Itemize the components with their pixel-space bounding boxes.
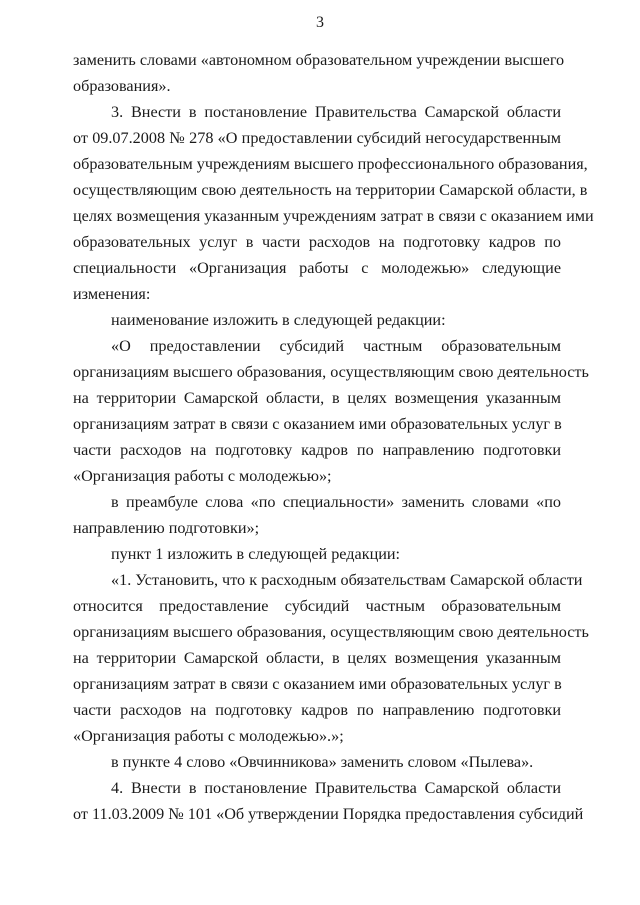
text-line: изменения: [73, 285, 151, 303]
text-line: целях возмещения указанным учреждениям затрат в связи с оказанием ими [73, 207, 594, 225]
text-line: от 11.03.2009 № 101 «Об утверждении Порядка предоставления субсидий [73, 805, 584, 823]
text-line: части расходов на подготовку кадров по направлению подготовки [73, 701, 561, 719]
text-line: в пункте 4 слово «Овчинникова» заменить словом «Пылева». [111, 753, 534, 771]
text-line: «1. Установить, что к расходным обязательствам Самарской области [111, 571, 583, 589]
text-line: на территории Самарской области, в целях возмещения указанным [73, 649, 561, 667]
text-line: 3. Внести в постановление Правительства Самарской области [111, 103, 561, 121]
text-line: организациям затрат в связи с оказанием ими образовательных услуг в [73, 675, 562, 693]
text-line: на территории Самарской области, в целях возмещения указанным [73, 389, 561, 407]
text-line: «О предоставлении субсидий частным образовательным [111, 337, 561, 355]
text-line: организациям высшего образования, осуществляющим свою деятельность [73, 623, 589, 641]
text-line: организациям затрат в связи с оказанием ими образовательных услуг в [73, 415, 562, 433]
text-line: направлению подготовки»; [73, 519, 260, 537]
text-line: 4. Внести в постановление Правительства Самарской области [111, 779, 561, 797]
text-line: специальности «Организация работы с молодежью» следующие [73, 259, 561, 277]
text-line: организациям высшего образования, осуществляющим свою деятельность [73, 363, 589, 381]
page-number: 3 [316, 14, 324, 31]
document-body [73, 47, 594, 827]
text-line: «Организация работы с молодежью»; [73, 467, 332, 485]
text-line: от 09.07.2008 № 278 «О предоставлении субсидий негосударственным [73, 129, 561, 147]
text-line: пункт 1 изложить в следующей редакции: [111, 545, 401, 563]
text-line: образования». [73, 77, 171, 95]
text-line: в преамбуле слова «по специальности» заменить словами «по [111, 493, 561, 511]
text-line: образовательным учреждениям высшего профессионального образования, [73, 155, 588, 173]
text-line: части расходов на подготовку кадров по направлению подготовки [73, 441, 561, 459]
text-line: относится предоставление субсидий частным образовательным [73, 597, 561, 615]
text-line: образовательных услуг в части расходов на подготовку кадров по [73, 233, 561, 251]
text-line: осуществляющим свою деятельность на территории Самарской области, в [73, 181, 588, 199]
text-line: «Организация работы с молодежью».»; [73, 727, 344, 745]
text-line: заменить словами «автономном образовательном учреждении высшего [73, 51, 565, 69]
text-line: наименование изложить в следующей редакции: [111, 311, 446, 329]
